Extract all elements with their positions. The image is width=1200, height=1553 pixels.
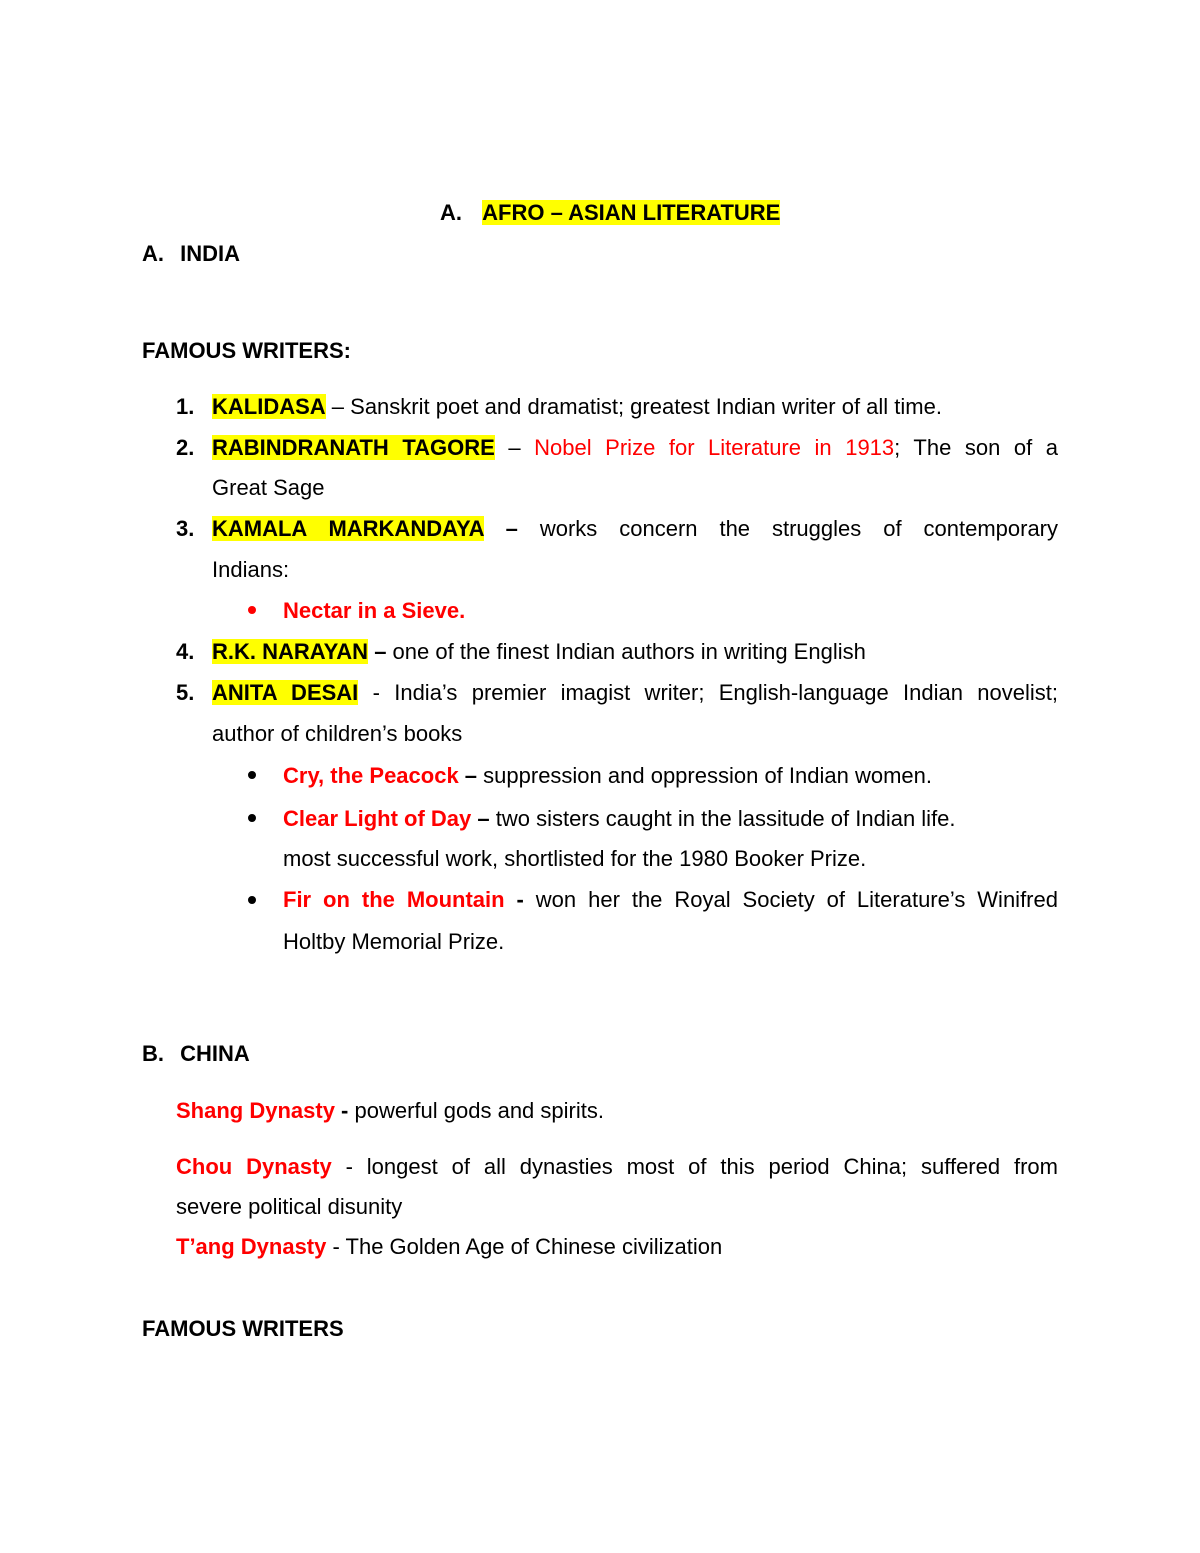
dynasty-description: powerful gods and spirits.	[354, 1098, 604, 1123]
section-letter: A.	[142, 241, 164, 266]
separator: -	[358, 680, 395, 705]
writer-award: Nobel Prize for Literature in 1913	[534, 435, 895, 460]
bullet-icon	[248, 814, 256, 822]
work-description: suppression and oppression of Indian women.	[483, 763, 932, 788]
writer-name: KAMALA MARKANDAYA	[212, 516, 484, 541]
writer-item-5	[176, 680, 1058, 706]
dynasty-description: The Golden Age of Chinese civilization	[345, 1234, 723, 1259]
work-title: Nectar in a Sieve.	[283, 598, 466, 623]
writer-description: ; The son of a	[894, 435, 1058, 460]
writer-item-3-continued: Indians:	[212, 557, 290, 582]
work-description: two sisters caught in the lassitude of Indian life.	[495, 806, 956, 831]
writer-item-2-continued: Great Sage	[212, 475, 325, 500]
item-number: 2.	[176, 435, 195, 460]
writer-name: ANITA DESAI	[212, 680, 359, 705]
work-title: Clear Light of Day	[283, 806, 472, 831]
main-title	[440, 200, 780, 226]
item-number: 1.	[176, 394, 195, 419]
work-description: won her the Royal Society of Literature’s Winifred	[535, 887, 1058, 912]
writer-description: Sanskrit poet and dramatist; greatest Indian writer of all time.	[350, 394, 942, 419]
separator: -	[504, 887, 536, 912]
dynasty-description: longest of all dynasties most of this period China; suffered from	[366, 1154, 1058, 1179]
work-title: Cry, the Peacock	[283, 763, 459, 788]
dynasty-item-continued: severe political disunity	[176, 1194, 403, 1219]
section-title: INDIA	[180, 241, 241, 266]
writer-item-2	[176, 435, 1058, 461]
section-letter: B.	[142, 1041, 164, 1066]
bullet-icon	[248, 896, 256, 904]
work-item-continued: Holtby Memorial Prize.	[283, 929, 505, 954]
writer-item-3	[176, 516, 1058, 542]
work-item	[283, 806, 956, 832]
item-number: 4.	[176, 639, 195, 664]
dynasty-name: Chou Dynasty	[176, 1154, 332, 1179]
section-heading-india	[142, 241, 240, 267]
main-title-letter: A.	[440, 200, 462, 225]
dynasty-name: T’ang Dynasty	[176, 1234, 327, 1259]
dynasty-item	[176, 1154, 1058, 1180]
writer-description: India’s premier imagist writer; English-language Indian novelist;	[394, 680, 1058, 705]
section-heading-china	[142, 1041, 250, 1067]
famous-writers-label: FAMOUS WRITERS	[142, 1316, 344, 1341]
dynasty-item	[176, 1234, 722, 1260]
writer-item-4	[176, 639, 866, 665]
famous-writers-label: FAMOUS WRITERS:	[142, 338, 351, 363]
section-title: CHINA	[180, 1041, 250, 1066]
separator: -	[331, 1154, 367, 1179]
writer-description: works concern the struggles of contemporary	[539, 516, 1059, 541]
work-item-continued: most successful work, shortlisted for the 1980 Booker Prize.	[283, 846, 867, 871]
writer-description: one of the finest Indian authors in writing English	[392, 639, 866, 664]
bullet-icon	[248, 771, 256, 779]
writer-name: RABINDRANATH TAGORE	[212, 435, 495, 460]
work-item	[283, 763, 932, 789]
writer-item-5-continued: author of children’s books	[212, 721, 463, 746]
work-item	[283, 887, 1058, 913]
dynasty-name: Shang Dynasty	[176, 1098, 335, 1123]
dynasty-item	[176, 1098, 604, 1124]
separator: –	[368, 639, 393, 664]
separator: –	[458, 763, 484, 788]
work-title: Fir on the Mountain	[283, 887, 505, 912]
separator: –	[483, 516, 540, 541]
separator: -	[326, 1234, 346, 1259]
separator: -	[334, 1098, 355, 1123]
writer-item-1	[176, 394, 942, 420]
item-number: 3.	[176, 516, 195, 541]
writer-name: R.K. NARAYAN	[212, 639, 369, 664]
separator: –	[325, 394, 351, 419]
bullet-icon	[248, 606, 256, 614]
separator: –	[494, 435, 535, 460]
item-number: 5.	[176, 680, 195, 705]
main-title-text: AFRO – ASIAN LITERATURE	[482, 200, 781, 225]
writer-name: KALIDASA	[212, 394, 326, 419]
separator: –	[471, 806, 496, 831]
